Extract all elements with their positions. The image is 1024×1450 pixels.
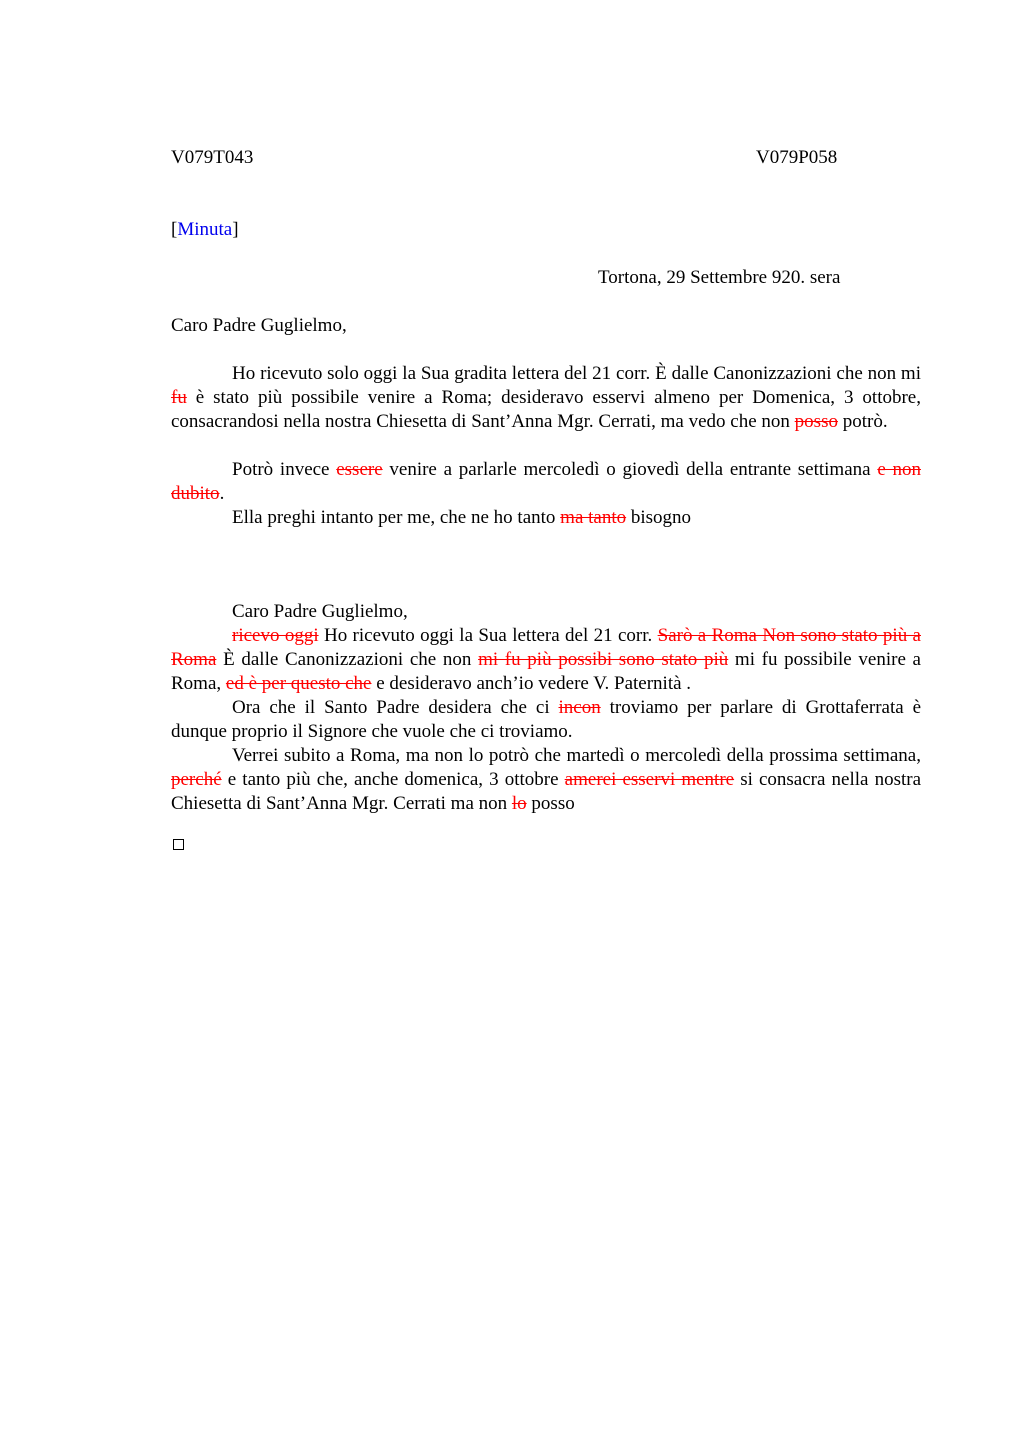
paragraph-text: e tanto più che, anche domenica, 3 ottobre: [221, 769, 565, 790]
paragraph-text: troviamo per parlare di Grottaferrata è dunque proprio il Signore che vuole che ci troviamo.: [171, 697, 921, 742]
paragraph-text: Potrò invece: [232, 459, 337, 480]
reference-code-right: V079P058: [756, 147, 838, 168]
letter1-paragraph-3: [171, 506, 921, 530]
deleted-text: Sarò a Roma Non sono stato più a Roma: [171, 625, 921, 670]
letter1-paragraph-2: [171, 458, 921, 506]
paragraph-text: venire a parlarle mercoledì o giovedì della entrante settimana: [382, 459, 878, 480]
draft-label: [171, 218, 239, 242]
paragraph-text: si consacra nella nostra Chiesetta di Sant’Anna Mgr. Cerrati ma non: [171, 769, 922, 814]
paragraph-text: Ora che il Santo Padre desidera che ci: [232, 697, 559, 718]
deleted-text: e non dubito: [171, 459, 921, 504]
date-place: Tortona, 29 Settembre 920. sera: [598, 267, 841, 288]
paragraph-text: È dalle Canonizzazioni che non: [216, 649, 479, 670]
deleted-text: ma tanto: [560, 507, 627, 528]
deleted-text: mi fu più possibi sono stato più: [478, 649, 729, 670]
deleted-text: posso: [794, 411, 838, 432]
paragraph-text: è stato più possibile venire a Roma; desideravo esservi almeno per Domenica, 3 ottobre, consacrandosi nella nostra Chiesetta di Sant’Anna Mgr. Cerrati, ma vedo che non: [171, 387, 921, 432]
paragraph-text: e desideravo anch’io vedere V. Paternità .: [371, 673, 692, 694]
paragraph-text: Ella preghi intanto per me, che ne ho tanto: [232, 507, 561, 528]
paragraph-text: mi fu possibile venire a Roma,: [171, 649, 921, 694]
deleted-text: fu: [171, 387, 187, 408]
paragraph-text: potrò.: [837, 411, 888, 432]
paragraph-text: Ho ricevuto oggi la Sua lettera del 21 corr.: [318, 625, 658, 646]
deleted-text: incon: [558, 697, 601, 718]
paragraph-text: Ho ricevuto solo oggi la Sua gradita lettera del 21 corr. È dalle Canonizzazioni che non mi: [232, 363, 921, 384]
paragraph-text: Verrei subito a Roma, ma non lo potrò che martedì o mercoledì della prossima settimana,: [232, 745, 921, 766]
letter2-paragraph-1: [171, 624, 921, 696]
paragraph-text: bisogno: [626, 507, 692, 528]
bracket-close: ]: [232, 219, 239, 240]
letter1-paragraph-1: [171, 362, 921, 434]
paragraph-text: posso: [526, 793, 575, 814]
checkbox-icon: [173, 839, 184, 850]
deleted-text: amerei esservi mentre: [564, 769, 735, 790]
reference-code-left: V079T043: [171, 147, 254, 168]
paragraph-text: .: [219, 483, 225, 504]
letter2-paragraph-2: [171, 696, 921, 744]
bracket-open: [: [171, 219, 178, 240]
deleted-text: perché: [171, 769, 222, 790]
minuta-label: Minuta: [177, 219, 233, 240]
deleted-text: essere: [336, 459, 383, 480]
deleted-text: lo: [511, 793, 527, 814]
letter2-salutation: Caro Padre Guglielmo,: [232, 601, 408, 622]
letter1-salutation: Caro Padre Guglielmo,: [171, 315, 347, 336]
deleted-text: ricevo oggi: [232, 625, 319, 646]
letter2-paragraph-3: [171, 744, 921, 816]
deleted-text: ed è per questo che: [225, 673, 372, 694]
